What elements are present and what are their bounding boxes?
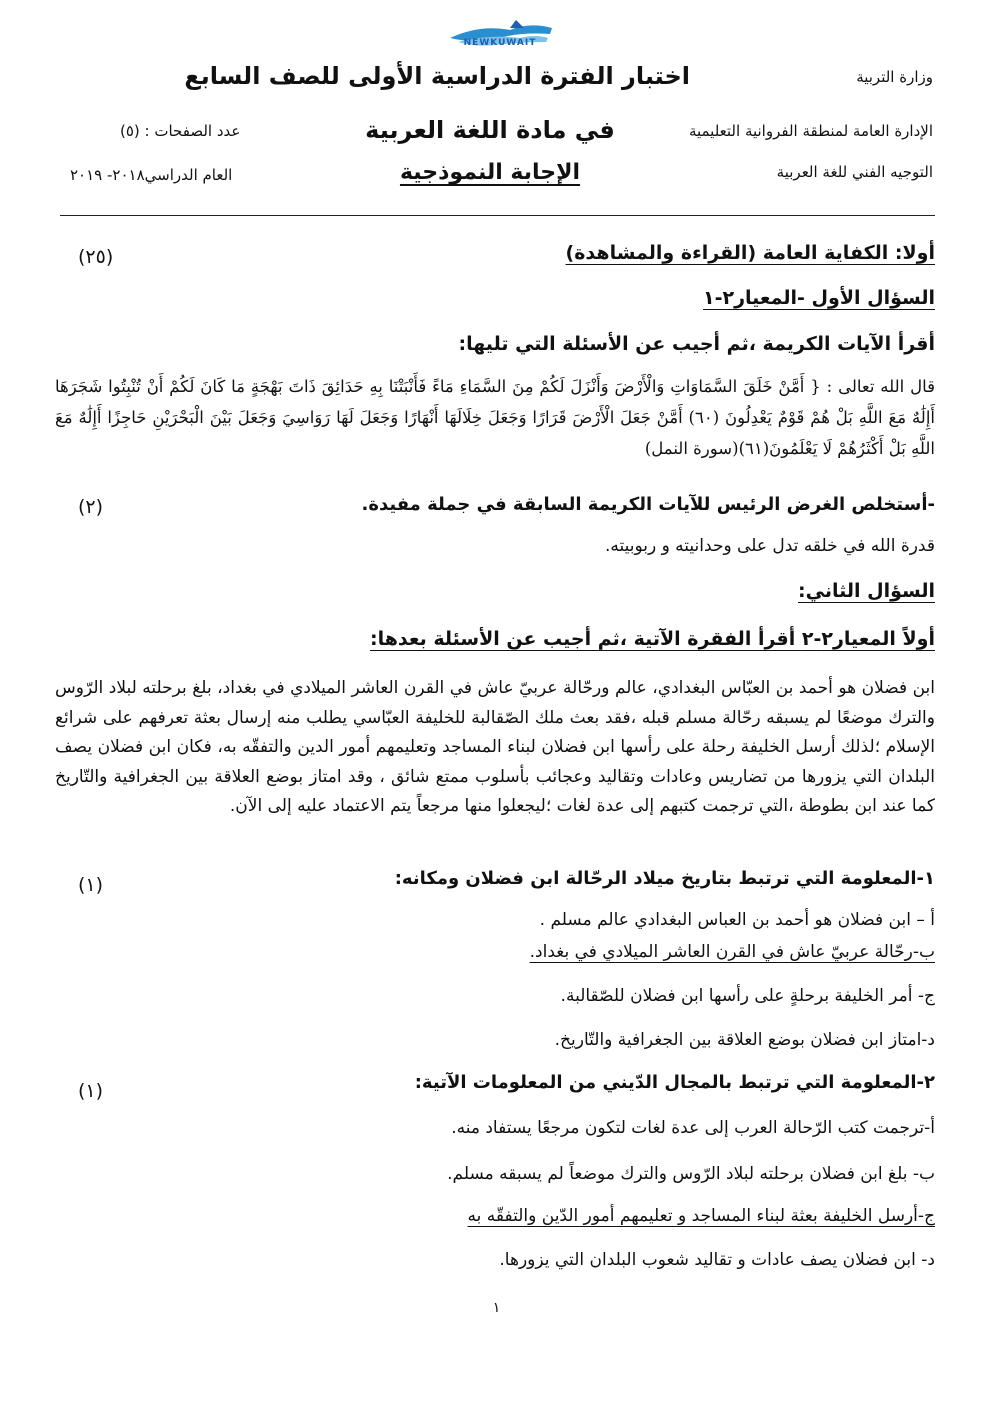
answer-key-title: الإجابة النموذجية xyxy=(399,160,581,185)
subject-title: في مادة اللغة العربية xyxy=(365,116,615,144)
section2-standard: أولاً المعيار٢-٢ أقرأ الفقرة الآتية ،ثم أجيب عن الأسئلة بعدها: xyxy=(370,628,935,650)
directorate-name: الإدارة العامة لمنطقة الفروانية التعليمية xyxy=(688,122,933,140)
pages-count: عدد الصفحات : (٥) xyxy=(120,122,241,140)
q2-2-question: ٢-المعلومة التي ترتبط بالمجال الدّيني من المعلومات الآتية: xyxy=(414,1072,935,1093)
q2-1-option-b-correct: ب-رحّالة عربيّ عاش في القرن العاشر الميلادي في بغداد. xyxy=(529,942,935,962)
section1-score: (٢٥) xyxy=(78,246,114,268)
q1a-score: (٢) xyxy=(78,496,104,518)
q2-1-option-c: ج- أمر الخليفة برحلةٍ على رأسها ابن فضلان للصّقالبة. xyxy=(560,986,935,1006)
page-number: ١ xyxy=(492,1300,501,1316)
newkuwait-logo xyxy=(440,14,560,54)
q2-2-score: (١) xyxy=(78,1080,104,1102)
school-year: العام الدراسي٢٠١٨- ٢٠١٩ xyxy=(70,166,233,184)
q2-2-option-c-correct: ج-أرسل الخليفة بعثة لبناء المساجد و تعليمهم أمور الدّين والتفقّه به xyxy=(467,1206,935,1226)
q1-title: السؤال الأول -المعيار٢-١ xyxy=(702,287,935,309)
header-divider xyxy=(60,215,935,216)
q2-1-option-a: أ – ابن فضلان هو أحمد بن العباس البغدادي عالم مسلم . xyxy=(539,910,935,930)
supervision-name: التوجيه الفني للغة العربية xyxy=(776,163,933,181)
section2-title: السؤال الثاني: xyxy=(798,580,935,602)
logo-text: NEWKUWAIT xyxy=(463,38,537,48)
q2-1-question: ١-المعلومة التي ترتبط بتاريخ ميلاد الرحّالة ابن فضلان ومكانه: xyxy=(394,868,935,889)
q2-2-option-b: ب- بلغ ابن فضلان برحلته لبلاد الرّوس والترك موضعاً لم يسبقه مسلم. xyxy=(447,1164,935,1184)
q2-1-option-d: د-امتاز ابن فضلان بوضع العلاقة بين الجغرافية والتّاريخ. xyxy=(554,1030,935,1050)
exam-title: اختبار الفترة الدراسية الأولى للصف السابع xyxy=(184,62,690,90)
ministry-name: وزارة التربية xyxy=(856,68,933,86)
q2-2-option-a: أ-ترجمت كتب الرّحالة العرب إلى عدة لغات لتكون مرجعًا يستفاد منه. xyxy=(451,1118,935,1138)
q2-2-option-d: د- ابن فضلان يصف عادات و تقاليد شعوب البلدان التي يزورها. xyxy=(499,1250,935,1270)
q1a-answer: قدرة الله في خلقه تدل على وحدانيته و ربوبيته. xyxy=(604,536,935,556)
ibn-fadlan-passage: ابن فضلان هو أحمد بن العبّاس البغدادي، عالم ورحّالة عربيّ عاش في القرن العاشر الميلادي في بغداد، بلغ برحلته لبلاد الرّوس والترك موضعًا لم يسبقه رحّالة مسلم قبله ،فقد بعث ملك الصّقالبة للخليفة العبّاسي يطلب منه إرسال بعثة تعرفهم على شرائع الإسلام ؛لذلك أرسل الخليفة رحلة على رأسها ابن فضلان لبناء المساجد وتعليمهم أمور الدين والتفقّه به، فكان ابن فضلان يصف البلدان التي يزورها من تضاريس وعادات وتقاليد وعجائب بأسلوب ممتع شائق ، وقد امتاز بوضع العلاقة بين الجغرافية والتّاريخ كما عند ابن بطوطة ،التي ترجمت كتبهم إلى عدة لغات ؛ليجعلوا منها مرجعاً يتم الاعتماد عليه إلى الآن. xyxy=(55,678,935,816)
q1-instruction: أقرأ الآيات الكريمة ،ثم أجيب عن الأسئلة التي تليها: xyxy=(458,333,935,355)
section1-title: أولا: الكفاية العامة (القراءة والمشاهدة) xyxy=(565,242,935,264)
q1a-question: -أستخلص الغرض الرئيس للآيات الكريمة السابقة في جملة مفيدة. xyxy=(361,494,935,515)
quran-verses: قال الله تعالى : { أَمَّنْ خَلَقَ السَّمَاوَاتِ وَالْأَرْضَ وَأَنْزَلَ لَكُمْ مِنَ السَّمَاءِ مَاءً فَأَنْبَتْنَا بِهِ حَدَائِقَ ذَاتَ بَهْجَةٍ مَا كَانَ لَكُمْ أَنْ تُنْبِتُوا شَجَرَهَا أَإِلَٰهٌ مَعَ اللَّهِ بَلْ هُمْ قَوْمٌ يَعْدِلُونَ (٦٠) أَمَّنْ جَعَلَ الْأَرْضَ قَرَارًا وَجَعَلَ خِلَالَهَا أَنْهَارًا وَجَعَلَ لَهَا رَوَاسِيَ وَجَعَلَ بَيْنَ الْبَحْرَيْنِ حَاجِزًا أَإِلَٰهٌ مَعَ اللَّهِ بَلْ أَكْثَرُهُمْ لَا يَعْلَمُونَ(٦١)(سورة النمل) xyxy=(55,377,935,458)
q2-1-score: (١) xyxy=(78,874,104,896)
